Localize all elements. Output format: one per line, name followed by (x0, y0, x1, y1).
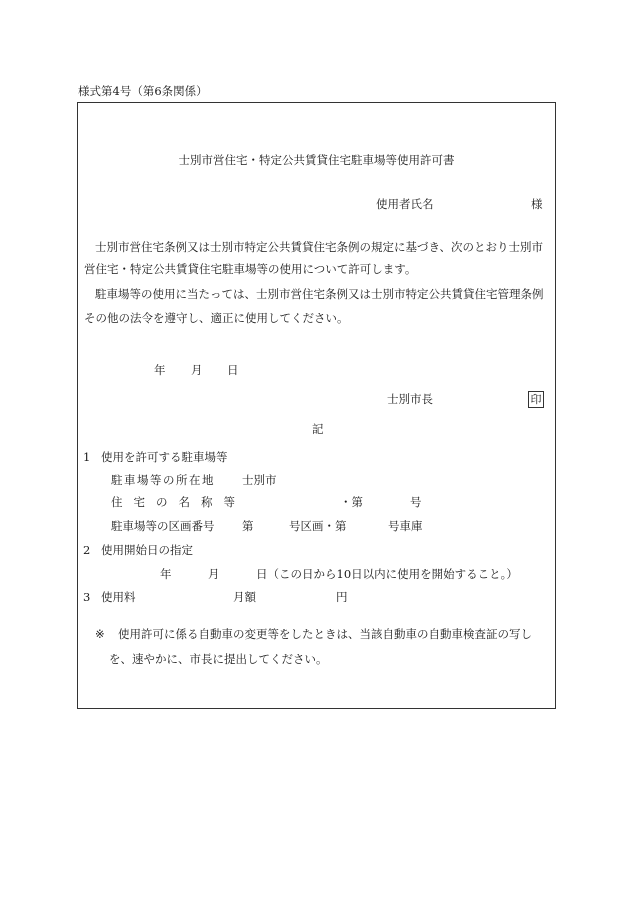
start-year: 年 (160, 567, 172, 581)
section-goshako: 号車庫 (388, 519, 423, 533)
section-dai: 第 (242, 519, 254, 533)
item2-number: 2 (83, 543, 91, 557)
permit-frame (77, 102, 556, 709)
body-para2-line2: その他の法令を遵守し、適正に使用してください。 (84, 311, 349, 325)
fee-yen: 円 (336, 590, 348, 604)
user-name-label: 使用者氏名 (376, 197, 434, 211)
item3-label: 使用料 (101, 590, 136, 604)
date-year: 年 (154, 363, 166, 377)
body-para1-line1: 士別市営住宅条例又は士別市特定公共賃貸住宅条例の規定に基づき、次のとおり士別市 (95, 240, 544, 254)
location-value: 士別市 (242, 473, 277, 487)
date-day: 日 (227, 363, 239, 377)
section-gokukaku: 号区画・第 (289, 519, 347, 533)
item2-label: 使用開始日の指定 (101, 543, 193, 557)
note-line2: を、速やかに、市長に提出してください。 (109, 652, 328, 666)
user-name-suffix: 様 (531, 197, 543, 211)
form-number: 様式第4号（第6条関係） (78, 84, 208, 98)
item1-number: 1 (83, 450, 91, 464)
issuer: 士別市長 (387, 392, 433, 406)
housing-go: 号 (410, 495, 422, 509)
item3-number: 3 (83, 590, 91, 604)
document-title: 士別市営住宅・特定公共賃貸住宅駐車場等使用許可書 (178, 153, 455, 167)
start-day-note: 日（この日から10日以内に使用を開始すること。） (256, 567, 518, 581)
ki-heading: 記 (312, 422, 324, 436)
body-para1-line2: 営住宅・特定公共賃貸住宅駐車場等の使用について許可します。 (84, 262, 417, 276)
note-mark: ※ (95, 627, 105, 641)
fee-monthly: 月額 (233, 590, 256, 604)
note-line1: 使用許可に係る自動車の変更等をしたときは、当該自動車の自動車検査証の写し (118, 627, 532, 641)
date-month: 月 (191, 363, 203, 377)
body-para2-line1: 駐車場等の使用に当たっては、士別市営住宅条例又は士別市特定公共賃貸住宅管理条例 (95, 287, 544, 301)
seal-stamp: 印 (528, 391, 544, 408)
housing-dai: ・第 (340, 495, 363, 509)
item1-label: 使用を許可する駐車場等 (101, 450, 228, 464)
housing-label: 住宅の名称等 (111, 495, 246, 509)
section-label: 駐車場等の区画番号 (111, 519, 215, 533)
start-month: 月 (208, 567, 220, 581)
location-label: 駐車場等の所在地 (111, 473, 215, 487)
